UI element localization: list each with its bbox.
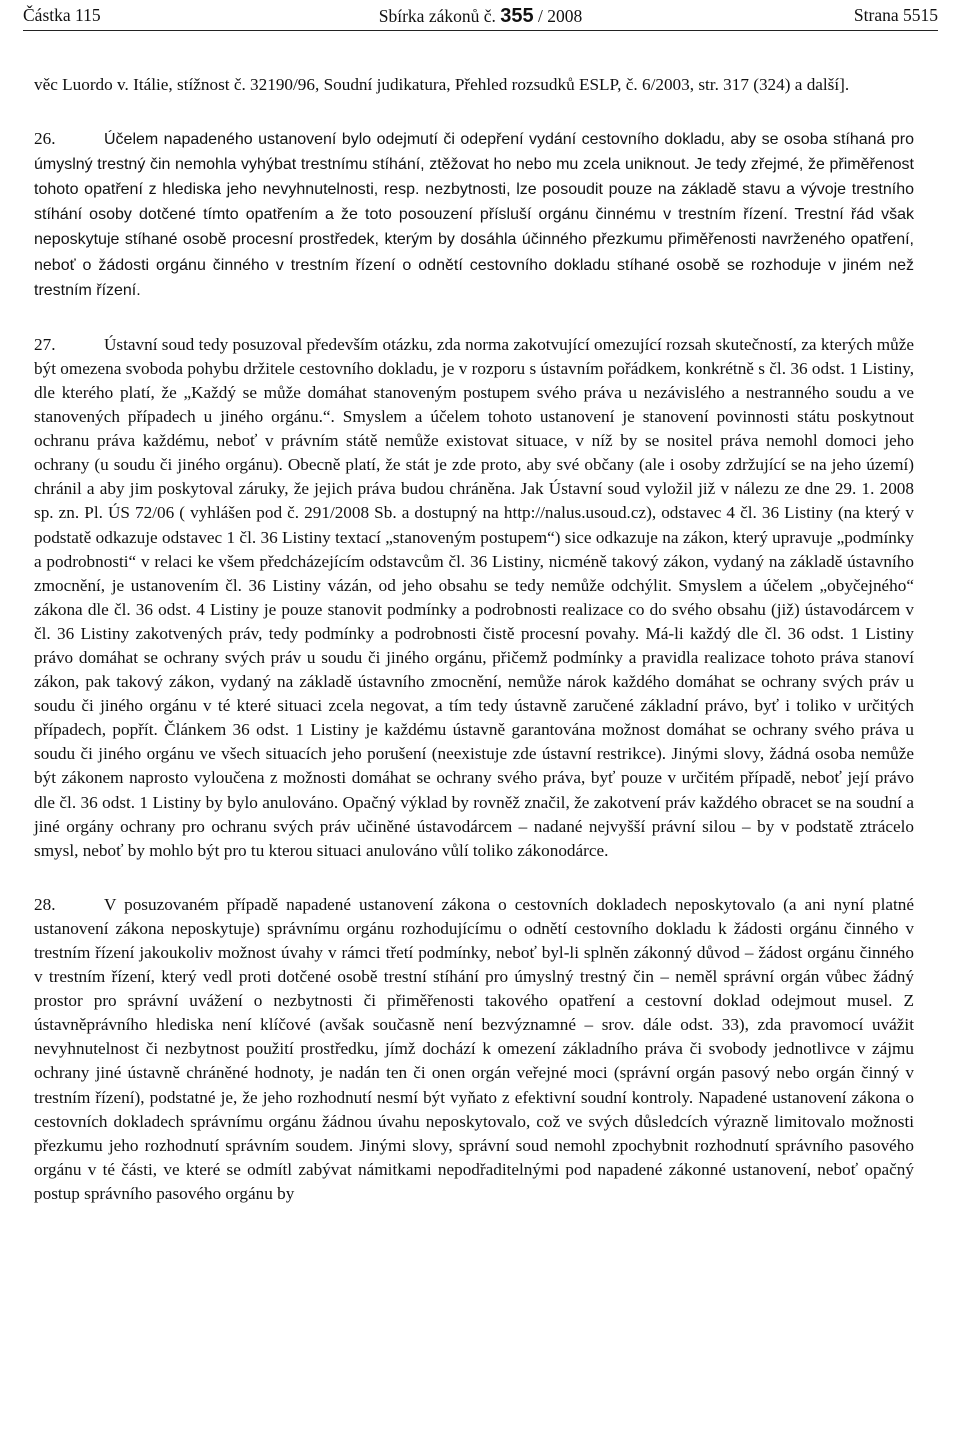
header-part: Částka 115 — [23, 5, 101, 25]
header-issue-number: 355 — [500, 5, 534, 27]
paragraph-number: 28. — [34, 894, 56, 914]
paragraph-text: věc Luordo v. Itálie, stížnost č. 32190/96, Soudní judikatura, Přehled rozsudků ESLP, č. 6/2003, str. 317 (324) a další]. — [34, 75, 850, 94]
page-header — [23, 2, 938, 31]
paragraph-number: 27. — [34, 334, 56, 354]
paragraph-28 — [34, 893, 914, 1206]
paragraph-text: Účelem napadeného ustanovení bylo odejmutí či odepření vydání cestovního dokladu, aby se osoba stíhaná pro úmyslný trestný čin nemohla vyhýbat trestnímu stíhání, ztěžovat ho nebo mu zcela uniknout. Je tedy zřejmé, že přiměřenost tohoto opatření z hlediska jeho nevyhnutelnosti, resp. nezbytnosti, lze posoudit pouze na základě stavu a vývoje trestního stíhání osoby dotčené tímto opatřením a že toto posouzení přísluší orgánu činnému v trestním řízení. Trestní řád však neposkytuje stíhané osobě procesní prostředek, kterým by dosáhla účinného přezkumu přiměřenosti navrženého opatření, neboť o žádosti orgánu činného v trestním řízení o odnětí cestovního dokladu stíhané osobě se rozhoduje v jiném než trestním řízení. — [34, 131, 914, 299]
paragraph-continuation — [34, 73, 914, 97]
paragraph-27 — [34, 333, 914, 863]
header-journal-prefix: Sbírka zákonů č. — [378, 6, 501, 26]
header-page-number: Strana 5515 — [853, 5, 938, 25]
header-journal-suffix: / 2008 — [533, 6, 583, 26]
document-body — [34, 73, 914, 1236]
header-journal — [23, 5, 938, 28]
paragraph-number: 26. — [34, 129, 56, 149]
paragraph-text: Ústavní soud tedy posuzoval především otázku, zda norma zakotvující omezující rozsah skutečností, za kterých může být omezena svoboda pohybu držitele cestovního dokladu, je v rozporu s ústavním pořádkem, konkrétně s čl. 36 odst. 1 Listiny, dle kterého platí, že „Každý se může domáhat stanoveným postupem svého práva u nezávislého a nestranného soudu a ve stanovených případech u jiného orgánu.“. Smyslem a účelem tohoto ustanovení je stanovení povinnosti státu poskytnout ochranu práva každému, neboť v právním státě nemůže existovat situace, v níž by se nositel práva nemohl domoci jeho ochrany (u soudu či jiného orgánu). Obecně platí, že stát je zde proto, aby své občany (ale i osoby zdržující se na jeho území) chránil a aby jim poskytoval záruky, že jejich práva budou chráněna. Jak Ústavní soud vyložil již v nálezu ze dne 29. 1. 2008 sp. zn. Pl. ÚS 72/06 ( vyhlášen pod č. 291/2008 Sb. a dostupný na http://nalus.usoud.cz), odstavec 4 čl. 36 Listiny (na který v podstatě odkazuje odstavec 1 čl. 36 Listiny textací „stanoveným postupem“) sice odkazuje na zákon, který upravuje „podmínky a podrobnosti“ v relaci ke všem předcházejícím odstavcům čl. 36 Listiny, nicméně takový zákon, vydaný na základě ústavního zmocnění, je ustanovením čl. 36 Listiny vázán, od jeho obsahu se tedy nemůže odchýlit. Smyslem a účelem „obyčejného“ zákona dle čl. 36 odst. 4 Listiny je pouze stanovit podmínky a podrobnosti realizace co do svého obsahu (již) ústavodárcem v čl. 36 Listiny zakotvených práv, tedy podmínky a podrobnosti čistě procesní povahy. Má-li každý dle čl. 36 odst. 1 Listiny právo domáhat se ochrany svých práv u soudu či jiného orgánu, přičemž podmínky a pravidla realizace tohoto práva stanoví zákon, pak takový zákon, vydaný na základě ústavního zmocnění, nemůže nárok každého domáhat se ochrany svých práv u soudu či jiného orgánu v té které situaci zcela negovat, a tím tedy ústavně zaručené základní právo, byť i toliko v určitých případech, popřít. Článkem 36 odst. 1 Listiny je každému ústavně garantována možnost domáhat se ochrany svého práva u soudu či jiného orgánu ve všech situacích jeho porušení (neexistuje zde ústavní restrikce). Jinými slovy, žádná osoba nemůže být zákonem naprosto vyloučena z možnosti domáhat se ochrany svého práva, byť pouze v určitém případě, neboť její právo dle čl. 36 odst. 1 Listiny by bylo anulováno. Opačný výklad by rovněž značil, že zakotvení práv každého obracet se na soudní a jiné orgány ochrany pro ochranu svých práv učiněné ústavodárcem – nadané nejvyšší právní silou – by v podstatě ztrácelo smysl, neboť by mohlo být pro tu kterou situaci anulováno vůlí toliko zákonodárce. — [34, 334, 914, 860]
paragraph-text: V posuzovaném případě napadené ustanovení zákona o cestovních dokladech neposkytovalo (a ani nyní platné ustanovení zákona neposkytuje) správnímu orgánu rozhodujícímu o odnětí cestovního dokladu k žádosti orgánu činného v trestním řízení jakoukoliv možnost úvahy v rámci třetí podmínky, neboť byl-li splněn zákonný důvod – žádost orgánu činného v trestním řízení, který vedl proti dotčené osobě trestní stíhání pro úmyslný trestný čin – neměl správní orgán vůbec žádný prostor pro správní uvážení o nezbytnosti či přiměřenosti takového opatření a cestovní doklad odejmout musel. Z ústavněprávního hlediska není klíčové (avšak současně není bezvýznamné – srov. dále odst. 33), zda pravomocí uvážit nevyhnutelnost či nezbytnost použití prostředku, jímž dochází k omezení základního práva či svobody jednotlivce v zájmu ochrany jiné ústavně chráněné hodnoty, je nadán ten či onen orgán veřejné moci (správní orgán pasový nebo orgán činný v trestním řízení), podstatné je, že jeho rozhodnutí nesmí být vyňato z efektivní soudní kontroly. Napadené ustanovení zákona o cestovních dokladech správnímu orgánu žádnou úvahu neposkytovalo, což ve svých důsledcích výrazně limitovalo možnosti přezkumu jeho rozhodnutí správním soudem. Jinými slovy, správní soud nemohl zpochybnit rozhodnutí správního pasového orgánu v té části, ve které se odmítl zabývat námitkami nepodřaditelnými pod napadené zákonné ustanovení, neboť opačný postup správního pasového orgánu by — [34, 894, 914, 1203]
paragraph-26 — [34, 127, 914, 303]
